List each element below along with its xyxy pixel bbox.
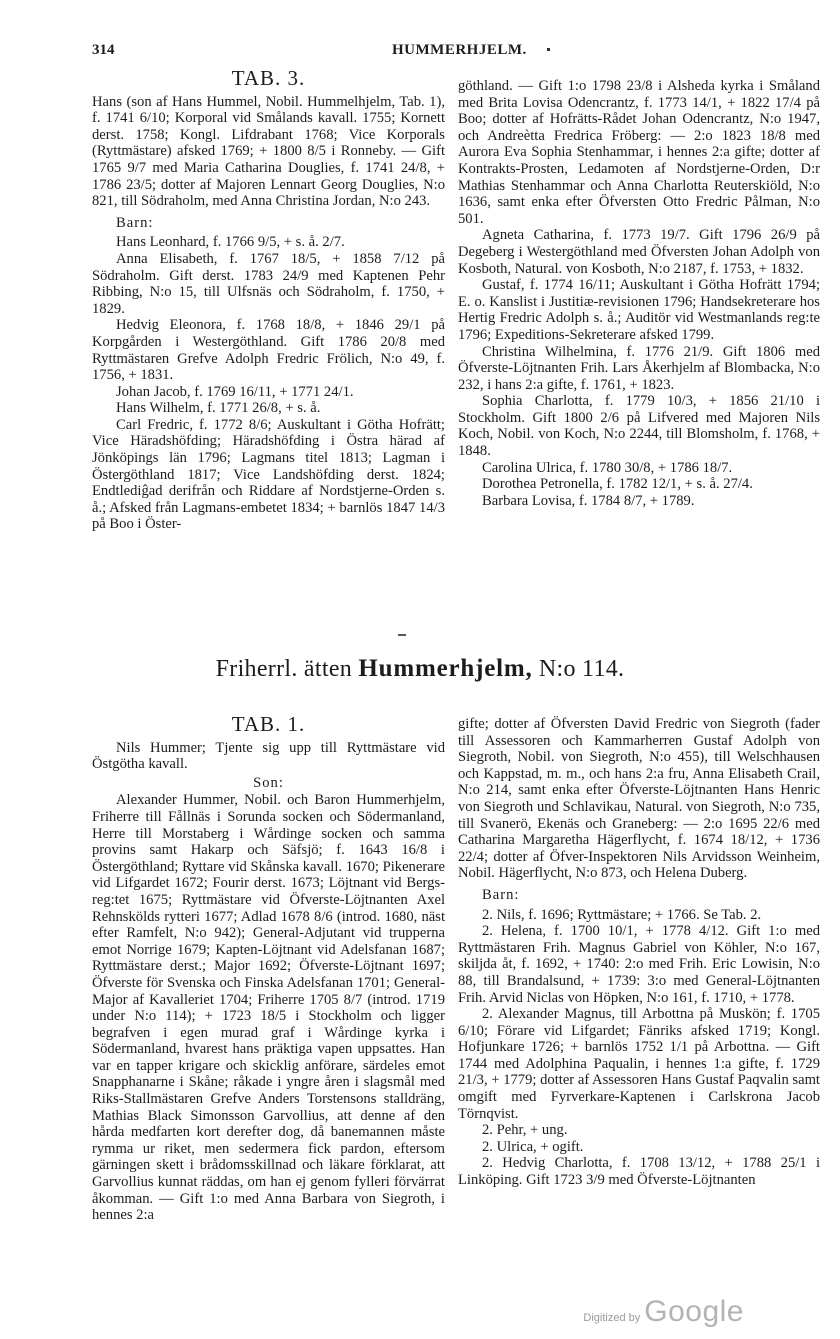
top-right-column [458, 78, 820, 509]
section-separator [398, 634, 406, 636]
child-entry: Hans Leonhard, f. 1766 9/5, + s. å. 2/7. [116, 234, 345, 251]
page-number: 314 [92, 42, 115, 58]
child-entry: Sophia Charlotta, f. 1779 10/3, + 1856 21/10 i Stockholm. Gift 1800 2/6 på Lifvered med Majoren Nils Koch, Nobil. von Koch, N:o 2244, till Blomsholm, f. 1768, + 1848. [458, 393, 820, 460]
digitized-by-label: Digitized by [583, 1312, 641, 1324]
google-logo: Google [644, 1295, 744, 1328]
section-title [0, 655, 840, 683]
nils-hummer-entry: Nils Hummer; Tjente sig upp till Ryttmästare vid Östgötha kavall. [92, 739, 445, 773]
child-entry: 2. Pehr, + ung. [482, 1122, 568, 1139]
child-entry: Carl Fredric, f. 1772 8/6; Auskultant i Götha Hofrätt; Vice Häradshöfding; Häradshöfding i Östra härad af Jönköpings län 1796; Lagmans titel 1813; Lagman i Östergöthland 1817; Vice Landshöfding derst. 1824; Endtlediĝad derifrån och Riddare af Nordstjerne-Orden s. å.; Afsked från Lagmans-embetet 1834; + barnlös 1847 14/3 på Boo i Öster- [92, 416, 445, 533]
child-entry: Christina Wilhelmina, f. 1776 21/9. Gift 1806 med Öfverste-Löjtnanten Frih. Lars Åkerhjelm af Blombacka, N:o 232, i hans 2:a gifte, f. 1761, + 1823. [458, 343, 820, 393]
header-ornament-dot [547, 48, 550, 51]
section-title-name: Hummerhjelm, [358, 655, 533, 682]
alexander-hummer-entry: Alexander Hummer, Nobil. och Baron Hummerhjelm, Friherre till Fållnäs i Sorunda socken och Södermanland, Herre till Morstaberg i Wårdinge socken och samma provins samt Hakarp och Säfsjö; f. 1643 16/8 i Östergöthland; Ryttare vid Skånska kavall. 1670; Pikenerare vid Lifgardet 1672; Fourir derst. 1673; Löjtnant vid Bergs-reg:tet 1675; Ryttmästare vid Öfverste-Löjtnanten Axel Rehnskölds rytteri 1677; Adlad 1678 8/6 (introd. 1680, näst efter Ramfelt, N:o 942); General-Adjutant vid trupperna emot Norrige 1679; Kapten-Löjtnant vid Adelsfanan 1687; Ryttmästare derst.; Major 1692; Öfverste-Löjtnant 1697; Öfverste för Svenska och Finska Adelsfanan 1701; General-Major af Kavalleriet 1704; Friherre 1705 8/7 (introd. 1719 under N:o 114); + 1723 18/5 i Stockholm och ligger begrafven i egen murad graf i Wårdinge kyrka i Södermanland, hvarest hans präktiga vapen uppsattes. Han var en tapper krigare och skicklig anförare, särdeles emot Snapphanarne i Skåne; råkade i yngre åren i slagsmål med Riks-Stallmästaren Grefve Anders Torstensons stalldräng, Mathias Black Simonsson Garvollius, att denne af den hårda medfarten kort derefter dog, då banemannen måste rymma ur riket, men sedermera fick pardon, eftersom gärningen skett i brådomsskillnad och läkare förklarat, att Garvollius kunnat räddas, om han ej genom fylleri förvärrat åkomman. — Gift 1:o med Anna Barbara von Siegroth, i hennes 2:a [92, 792, 445, 1224]
son-label: Son: [253, 774, 284, 791]
section-title-number: N:o 114. [538, 656, 625, 682]
digitized-by-google-watermark [583, 1295, 744, 1329]
hans-entry: Hans (son af Hans Hummel, Nobil. Hummelhjelm, Tab. 1), f. 1741 6/10; Korporal vid Smålands kavall. 1755; Kornett derst. 1758; Kongl. Lifdrabant 1768; Vice Korporals (Ryttmästare) afsked 1769; + 1800 8/5 i Ronneby. — Gift 1765 9/7 med Maria Catharina Douglies, f. 1741 24/8, + 1786 23/5; dotter af Majoren Lennart Georg Douglies, N:o 821, till Södraholm, med Anna Christina Jordan, N:o 243. [92, 93, 445, 210]
running-title: HUMMERHJELM. [392, 42, 527, 58]
child-entry: 2. Hedvig Charlotta, f. 1708 13/12, + 1788 25/1 i Linköping. Gift 1723 3/9 med Öfverste-Löjtnanten [458, 1155, 820, 1189]
child-entry: Hans Wilhelm, f. 1771 26/8, + s. å. [116, 400, 321, 417]
child-entry: Gustaf, f. 1774 16/11; Auskultant i Götha Hofrätt 1794; E. o. Kanslist i Justitiæ-revisionen 1796; Handsekreterare hos Hertig Fredric Adolph s. å.; Auditör vid Westmanlands reg:te 1796; Expeditions-Sekreterare afsked 1799. [458, 277, 820, 343]
bottom-left-column [92, 712, 445, 1224]
child-entry: Dorothea Petronella, f. 1782 12/1, + s. å. 27/4. [482, 476, 753, 493]
child-entry: Anna Elisabeth, f. 1767 18/5, + 1858 7/12 på Södraholm. Gift derst. 1783 24/9 med Kaptenen Pehr Ribbing, N:o 15, till Ulfsnäs och Södraholm, f. 1750, + 1829. [92, 250, 445, 317]
barn-label: Barn: [482, 886, 520, 903]
section-title-prefix: Friherrl. ätten [215, 656, 353, 682]
tab-1-heading: TAB. 1. [231, 712, 306, 736]
child-entry: 2. Ulrica, + ogift. [482, 1138, 584, 1155]
child-entry: 2. Helena, f. 1700 10/1, + 1778 4/12. Gift 1:o med Ryttmästaren Frih. Magnus Gabriel von Köhler, N:o 167, skiljda åt, f. 1692, + 1740: 2:o med Frih. Eric Lowisin, N:o 88, till Brandalsund, + 1739: 3:o med General-Löjtnanten Frih. Arvid Niclas von Höpken, N:o 161, f. 1710, + 1778. [458, 923, 820, 1006]
child-entry: Agneta Catharina, f. 1773 19/7. Gift 1796 26/9 på Degeberg i Westergöthland med Öfversten Johan Adolph von Kosboth, Natural. von Kosboth, N:o 2187, f. 1753, + 1832. [458, 227, 820, 277]
child-entry: 2. Alexander Magnus, till Arbottna på Muskön; f. 1705 6/10; Förare vid Lifgardet; Fänriks afsked 1719; Kongl. Hofjunkare 1726; + barnlös 1752 1/1 på Arbottna. — Gift 1744 med Adolphina Paqualin, i hennes 1:a gifte, f. 1729 21/3, + 1779; dotter af Assessoren Hans Gustaf Paqvalin samt omgift med Fyrverkare-Kaptenen i Carlskrona Jacob Törnqvist. [458, 1006, 820, 1122]
child-entry: Barbara Lovisa, f. 1784 8/7, + 1789. [482, 492, 695, 509]
top-left-column [92, 66, 445, 533]
running-header [92, 42, 820, 62]
child-entry: Hedvig Eleonora, f. 1768 18/8, + 1846 29/1 på Korpgården i Westergöthland. Gift 1786 20/8 med Ryttmästaren Grefve Adolph Fredric Frölich, N:o 49, f. 1756, + 1831. [92, 317, 445, 384]
barn-label: Barn: [116, 214, 154, 231]
continued-entry: gifte; dotter af Öfversten David Fredric von Siegroth (fader till Assessoren och Kammarherren Gustaf Adolph von Siegroth, Nobil. von Siegroth, N:o 455), till Welschhausen och Kappstad, m. m., och hans 2:a fru, Anna Elisabeth Crail, N:o 214, samt enka efter Öfverste-Löjtnanten Hans Henric von Siegroth und Schlavikau, Natural. von Siegroth, N:o 735, till Svanerö, Ekenäs och Graneberg: — 2:o 1695 22/6 med Catharina Margaretha Hägerflycht, f. 1674 18/12, + 1736 22/4; dotter af Öfver-Inspektoren Nils Arvidsson Weinheim, Nobil. Hägerflycht, N:o 873, och Helena Duberg. [458, 716, 820, 882]
continued-entry: göthland. — Gift 1:o 1798 23/8 i Alsheda kyrka i Småland med Brita Lovisa Odencrantz, f. 1773 14/1, + 1822 17/4 på Boo; dotter af Hofrätts-Rådet Johan Odencrantz, N:o 1947, och Andreètta Fredrica Fröberg: — 2:o 1823 18/8 med Aurora Eva Sophia Stenhammar, i hennes 2:a gifte; dotter af Kontrakts-Prosten, Ledamoten af Nordstjerne-Orden, D:r Mathias Stenhammar och Anna Charlotta Reuterskiöld, N:o 1636, samt enka efter Öfversten Otto Fredric Pålman, N:o 501. [458, 78, 820, 227]
child-entry: Carolina Ulrica, f. 1780 30/8, + 1786 18/7. [482, 459, 733, 476]
child-entry: 2. Nils, f. 1696; Ryttmästare; + 1766. Se Tab. 2. [482, 906, 762, 923]
tab-3-heading: TAB. 3. [231, 66, 306, 90]
child-entry: Johan Jacob, f. 1769 16/11, + 1771 24/1. [116, 383, 354, 400]
bottom-right-column [458, 716, 820, 1189]
